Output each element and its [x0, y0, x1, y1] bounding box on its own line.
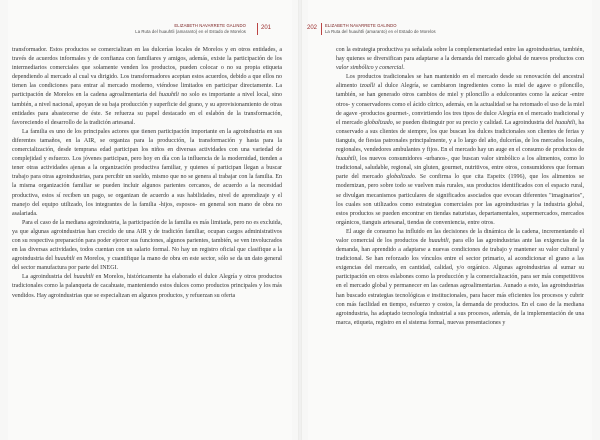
right-page — [308, 0, 592, 440]
left-paragraph-4: La agroindustria del huauhtli en Morelos, históricamente ha elaborado el dulce Alegría y otros productos tradicionales como la palanqueta de cacahuate, manteniendo estos dulces como productos principales y los más vendidos. Hay agroindustrias que se especializan en algunos productos, y refuerzan su oferta — [12, 274, 283, 299]
right-paragraph-1: con la estrategia productiva ya señalada sobre la complementariedad entre las agroindustrias, también, hay quienes se diversifican para adaptarse a la demanda del mercado global de nuevos productos con valor simbólico y comercial. — [336, 47, 584, 72]
right-header-title: La Ruta del huauhtli (amaranto) en el Estado de Morelos — [325, 28, 436, 34]
right-paragraph-2: Los productos tradicionales se han mantenido en el mercado desde su renovación del ancestral alimento tzoalli al dulce Alegría, se cambiaron ingredientes como la miel de agave o piloncillo, también, se han generado otros cambios de miel y piloncillo a edulcorantes como la azúcar -entre otros- y conservadores como el ácido cítrico, además, en la actualidad se ha retomado el uso de la miel de agave -productos gourmet-, convirtiendo los tres tipos de dulce Alegría en el mercado tradicional y el mercado globalizado, se pueden distinguir por su precio y calidad. La agroindustria del huauhtli, ha conservado a sus clientes de siempre, los que buscan los dulces tradicionales son clientes de ferias y tianguis, de fiestas patronales principalmente, y a lo largo del año, dulcerías, de los mercados locales, regionales, vendedores ambulantes y fijos. En el mercado hay un auge en el consumo de productos de huauhtli, los nuevos consumidores -urbanos-, que buscan valor simbólico a los alimentos, como lo tradicional, saludable, regional, sin gluten, gourmet, nutritivos, entre otros, consumidores que forman parte del mercado globalizado. Se confirma lo que cita Espeitx (1996), que los alimentos se modernizan, pero sobre todo se vuelven más rurales, sus productos identificados con el espacio rural, se divulgan mecanismos particulares de significados asociados que evocan diferentes "imaginarios", los cuales son utilizados como estrategias comerciales por las agroindustrias y la industria global, estos productos se pueden encontrar en tiendas naturistas, departamentales, supermercados, mercados orgánicos, tianguis artesanal, tiendas de conveniencia, entre otros. — [336, 74, 585, 226]
right-header-author: ELIZABETH NAVARRETE GALINDO — [325, 23, 397, 28]
book-gutter — [298, 0, 302, 440]
left-paragraph-3: Para el caso de la mediana agroindustria, la participación de la familia es más limitada, pero no es excluida, ya que algunas agroindustrias han crecido de una AIR y de tradición familiar, ocupan cargos administrativos con su respectiva preparación para poder ejercer sus funciones, algunos parientes, también, se ven involucrados en las diversas actividades, todos cuentan con un salario formal. No hay un registro oficial que clasifique a la agroindustria del huauhtli en Morelos, y cuantifique la mano de obra en este sector, sólo se da un dato general del sector manufactura por parte del INEGI. — [12, 219, 282, 272]
right-header-rule — [321, 23, 322, 35]
left-header-author: ELIZABETH NAVARRETE GALINDO — [174, 23, 246, 28]
right-page-number: 202 — [307, 25, 318, 31]
left-page — [8, 0, 292, 440]
right-paragraph-3: El auge de consumo ha influido en las decisiones de la dinámica de la cadena, incrementando el valor comercial de los productos de huauhtli, para ello las agroindustrias ante las exigencias de la demanda, han aprendido a adaptarse a nuevas condiciones de trabajo y mantener su valor cultural y tradicional. Se han reforzado los vínculos entre el sector primario, al acondicionar el grano a las exigencias del mercado, en cantidad, calidad, y/o orgánico. Algunas agroindustrias al sumar su participación en otros eslabones como la producción y la comercialización, para ser más competitivos en el mercado global y permanecer en las cadenas agroalimentarias. Aunado a esto, las agroindustrias han buscado estrategias tecnológicas e institucionales, para hacer más eficientes los procesos y cubrir con más facilidad en tiempo, esfuerzo y costos, la demanda de productos. En el caso de la mediana agroindustria, ha adaptado tecnología industrial a sus procesos, además, de la implementación de una marca, etiqueta, registro en el sistema formal, nuevas presentaciones y — [336, 228, 584, 326]
right-page-body — [336, 46, 584, 328]
left-paragraph-2: La familia es uno de los principales actores que tienen participación importante en la agroindustria en sus diferentes tamaños, en la AIR, se organiza para la producción, la transformación y hasta para la comercialización, desde temprana edad participan los niños en diversas actividades con una variedad de complejidad y esfuerzo. Los jóvenes participan, pero hoy en día con la influencia de la modernidad, tienden a tener otras actividades ajenas a la organización productiva familiar, y quienes sí participan llegan a buscar trabajo para otras agroindustrias, para percibir un sueldo, mismo que no se genera al trabajar con la familia. En la misma organización familiar se pueden incluir algunos parientes cercanos, de acuerdo a la necesidad productiva, estos sí reciben un pago, se organizan de acuerdo a sus habilidades, nivel de aprendizaje y el manejo del equipo utilizado, los integrantes de la familia -hijos, esposos- en general son mano de obra no asalariada. — [12, 128, 282, 217]
left-page-number: 201 — [260, 25, 271, 31]
right-running-header — [325, 23, 436, 34]
left-page-body — [12, 46, 282, 301]
left-paragraph-1: transformador. Estos productos se comercializan en las dulcerías locales de Morelos y en otros entidades, a través de acuerdos informales y de confianza con familiares y amigos, además, existe la participación de los intermediarios comerciales que solamente venden los productos, pueden colocar o no su propia etiqueta dependiendo al mercado al cual va dirigido. Los transformadores aceptan estos acuerdos, debido a que ellos no tienen las condiciones para entrar al mercado moderno, viéndose limitados en participar directamente. La participación de Morelos en la cadena agroalimentaria del huauhtli no solo es importante a nivel local, sino también, a nivel nacional, apoyan de su baja producción y superficie del grano, y su aprovisionamiento de otras entidades para abastecerse de éste. Se refuerza su papel destacado en el eslabón de la transformación, favoreciendo el desarrollo de la tradición artesanal. — [12, 47, 282, 126]
left-running-header — [135, 23, 246, 34]
left-header-title: La Ruta del huauhtli (amaranto) en el Estado de Morelos — [135, 28, 246, 34]
left-header-rule — [257, 23, 258, 35]
